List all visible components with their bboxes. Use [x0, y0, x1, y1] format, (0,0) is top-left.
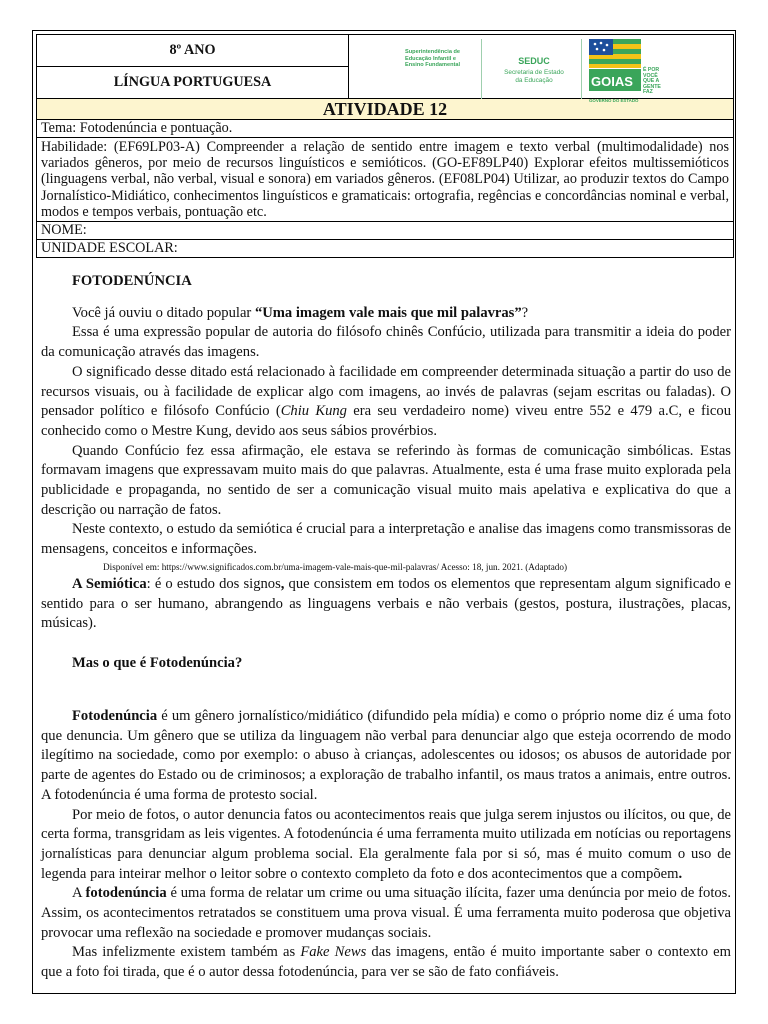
- logo-divider-2: [581, 39, 582, 99]
- p9-text: é uma forma de relatar um crime ou uma situação ilícita, fazer uma denúncia por meio de fotos. Assim, os acontecimentos retratados se constituem uma prova visual. É uma ferramenta muito poderosa que objetiva provocar uma reflexão na sociedade e promover mudanças sociais.: [41, 885, 731, 941]
- p9-pre: A: [72, 885, 86, 902]
- p3-text: O significado desse ditado está relacionado à facilidade em compreender determinada situação a partir do uso de recursos visuais, ou à facilidade de explicar algo com imagens, ao invés de palavras (sejam escritas ou faladas). O pensador político e filósofo Confúcio (: [41, 363, 731, 420]
- p6-text-a: : é o estudo dos signos: [146, 575, 281, 592]
- p7-text: é um gênero jornalístico/midiático (difundido pela mídia) e como o próprio nome diz é uma foto que denuncia. Um gênero que se utiliza da linguagem não verbal para denunciar algo que esteja ocorrendo de modo ilegítimo na sociedade, como por exemplo: o abuso à crianças, adolescentes ou idosos; os abusos de autoridade por parte de agentes do Estado ou de criminosos; a exploração de trabalho infantil, os maus tratos a animais, entre outros. A fotodenúncia é uma forma de protesto social.: [41, 708, 731, 803]
- superintendencia-line-2: Educação Infantil e: [405, 55, 456, 62]
- goias-slogan-4: GENTE: [643, 83, 661, 90]
- p1-text: Você já ouviu o ditado popular: [72, 304, 255, 321]
- seduc-logo: [489, 37, 579, 101]
- paragraph-2: Essa é uma expressão popular de autoria do filósofo chinês Confúcio, utilizada para transmitir a ideia do poder da comunicação através das imagens.: [41, 324, 731, 361]
- seduc-sub-line-2: da Educação: [515, 76, 553, 84]
- goias-slogan-3: QUE A: [643, 78, 660, 85]
- header-table: [36, 34, 734, 258]
- p10-text: das imagens, então é muito importante saber o contexto em que a foto foi tirada, que é o autor dessa fotodenúncia, para ver se são de fato confiáveis.: [41, 944, 731, 981]
- article-body: [41, 272, 731, 983]
- p8-end: .: [678, 865, 683, 882]
- goias-logo: [585, 37, 669, 101]
- seduc-title: SEDUC: [518, 56, 550, 66]
- superintendencia-logo: [405, 37, 481, 101]
- paragraph-5: Neste contexto, o estudo da semiótica é crucial para a interpretação e analise das imagens como transmissoras de mensagens, conceitos e informações.: [41, 521, 731, 558]
- p1-end: ?: [521, 304, 529, 321]
- superintendencia-line-3: Ensino Fundamental: [405, 62, 461, 69]
- paragraph-9: [41, 884, 731, 943]
- paragraph-7: [41, 707, 731, 806]
- goias-slogan-5: FAZ: [643, 89, 653, 96]
- seduc-sub-line-1: Secretaria de Estado: [504, 69, 564, 77]
- activity-title: ATIVIDADE 12: [37, 99, 734, 120]
- p8-text: Por meio de fotos, o autor denuncia fatos ou acontecimentos reais que julga serem injustos ou ilícitos, ou que, de certa forma, transgridam as leis vigentes. A fotodenúncia é uma ferramenta muito utilizada em notícias ou reportagens jornalísticas para denunciar algum problema social. Ela geralmente fala por si só, mas é muito comum o uso de legenda para inteirar melhor o leitor sobre o contexto completo da foto e dos acontecimentos que a compõem: [41, 806, 731, 882]
- goias-footer: GOVERNO DO ESTADO: [589, 98, 639, 103]
- name-field[interactable]: NOME:: [37, 222, 734, 240]
- goias-slogan-2: VOCÊ: [643, 72, 658, 79]
- superintendencia-line-1: Superintendência de: [405, 49, 461, 55]
- paragraph-4: Quando Confúcio fez essa afirmação, ele estava se referindo às formas de comunicação simbólicas. Estas formavam imagens que expressavam muito mais do que palavras. Atualmente, esta é uma frase muito explorada pela publicidade e propaganda, no sentido de ser a comunicação visual muito mais apelativa e explicativa do que a descrição ou narração de fatos.: [41, 442, 731, 518]
- p6-text-b: que consistem em todos os elementos que representam algum significado e sentido para o ser humano, abrangendo as linguagens verbais e não verbais (gestos, postura, ilustrações, placas, músicas).: [41, 575, 731, 632]
- goias-wordmark: GOIAS: [591, 74, 633, 89]
- p7-bold: Fotodenúncia: [72, 708, 158, 725]
- p9-bold: fotodenúncia: [85, 885, 167, 902]
- paragraph-1: [41, 304, 731, 324]
- article-title: FOTODENÚNCIA: [72, 273, 192, 289]
- p3-italic: Chiu Kung: [280, 403, 347, 420]
- header-block: [36, 34, 733, 258]
- p1-quote: “Uma imagem vale mais que mil palavras”: [254, 304, 522, 321]
- skill-row: Habilidade: (EF69LP03-A) Compreender a relação de sentido entre imagem e texto verbal (multimodalidade) nos variados gêneros, por meio de recursos linguísticos e semióticos. (GO-EF89LP40) Explorar efeitos multissemióticos (linguagens verbal, não verbal, visual e sonora) em variados gêneros. (EF08LP04) Utilizar, ao produzir textos do Campo Jornalístico-Midiático, conhecimentos linguísticos e gramaticais: ortografia, regências e concordâncias nominal e verbal, modos e tempos verbais, pontuação etc.: [37, 138, 734, 222]
- paragraph-10: [41, 943, 731, 982]
- paragraph-8: [41, 806, 731, 885]
- logos-cell: [349, 35, 734, 103]
- article-subtitle: Mas o que é Fotodenúncia?: [72, 654, 243, 671]
- theme-row: Tema: Fotodenúncia e pontuação.: [37, 120, 734, 138]
- logo-divider-1: [481, 39, 482, 99]
- goias-slogan-1: É POR: [643, 67, 660, 73]
- p10-italic: Fake News: [300, 944, 367, 961]
- grade-label: 8º ANO: [37, 35, 349, 67]
- subject-label: LÍNGUA PORTUGUESA: [37, 67, 349, 99]
- paragraph-3: [41, 363, 731, 442]
- p10-pre: Mas infelizmente existem também as: [72, 944, 301, 961]
- p6-comma: ,: [280, 575, 285, 592]
- paragraph-6: [41, 575, 731, 634]
- p6-bold: A Semiótica: [72, 575, 147, 592]
- school-field[interactable]: UNIDADE ESCOLAR:: [37, 240, 734, 258]
- source-citation: Disponível em: https://www.significados.com.br/uma-imagem-vale-mais-que-mil-palavras/ Acesso: 18, jun. 2021. (Adaptado): [103, 561, 568, 572]
- p3-end: era seu verdadeiro nome) viveu entre 552 e 479 a.C, e ficou conhecido como o Mestre Kung, devido aos seus sábios provérbios.: [41, 403, 732, 439]
